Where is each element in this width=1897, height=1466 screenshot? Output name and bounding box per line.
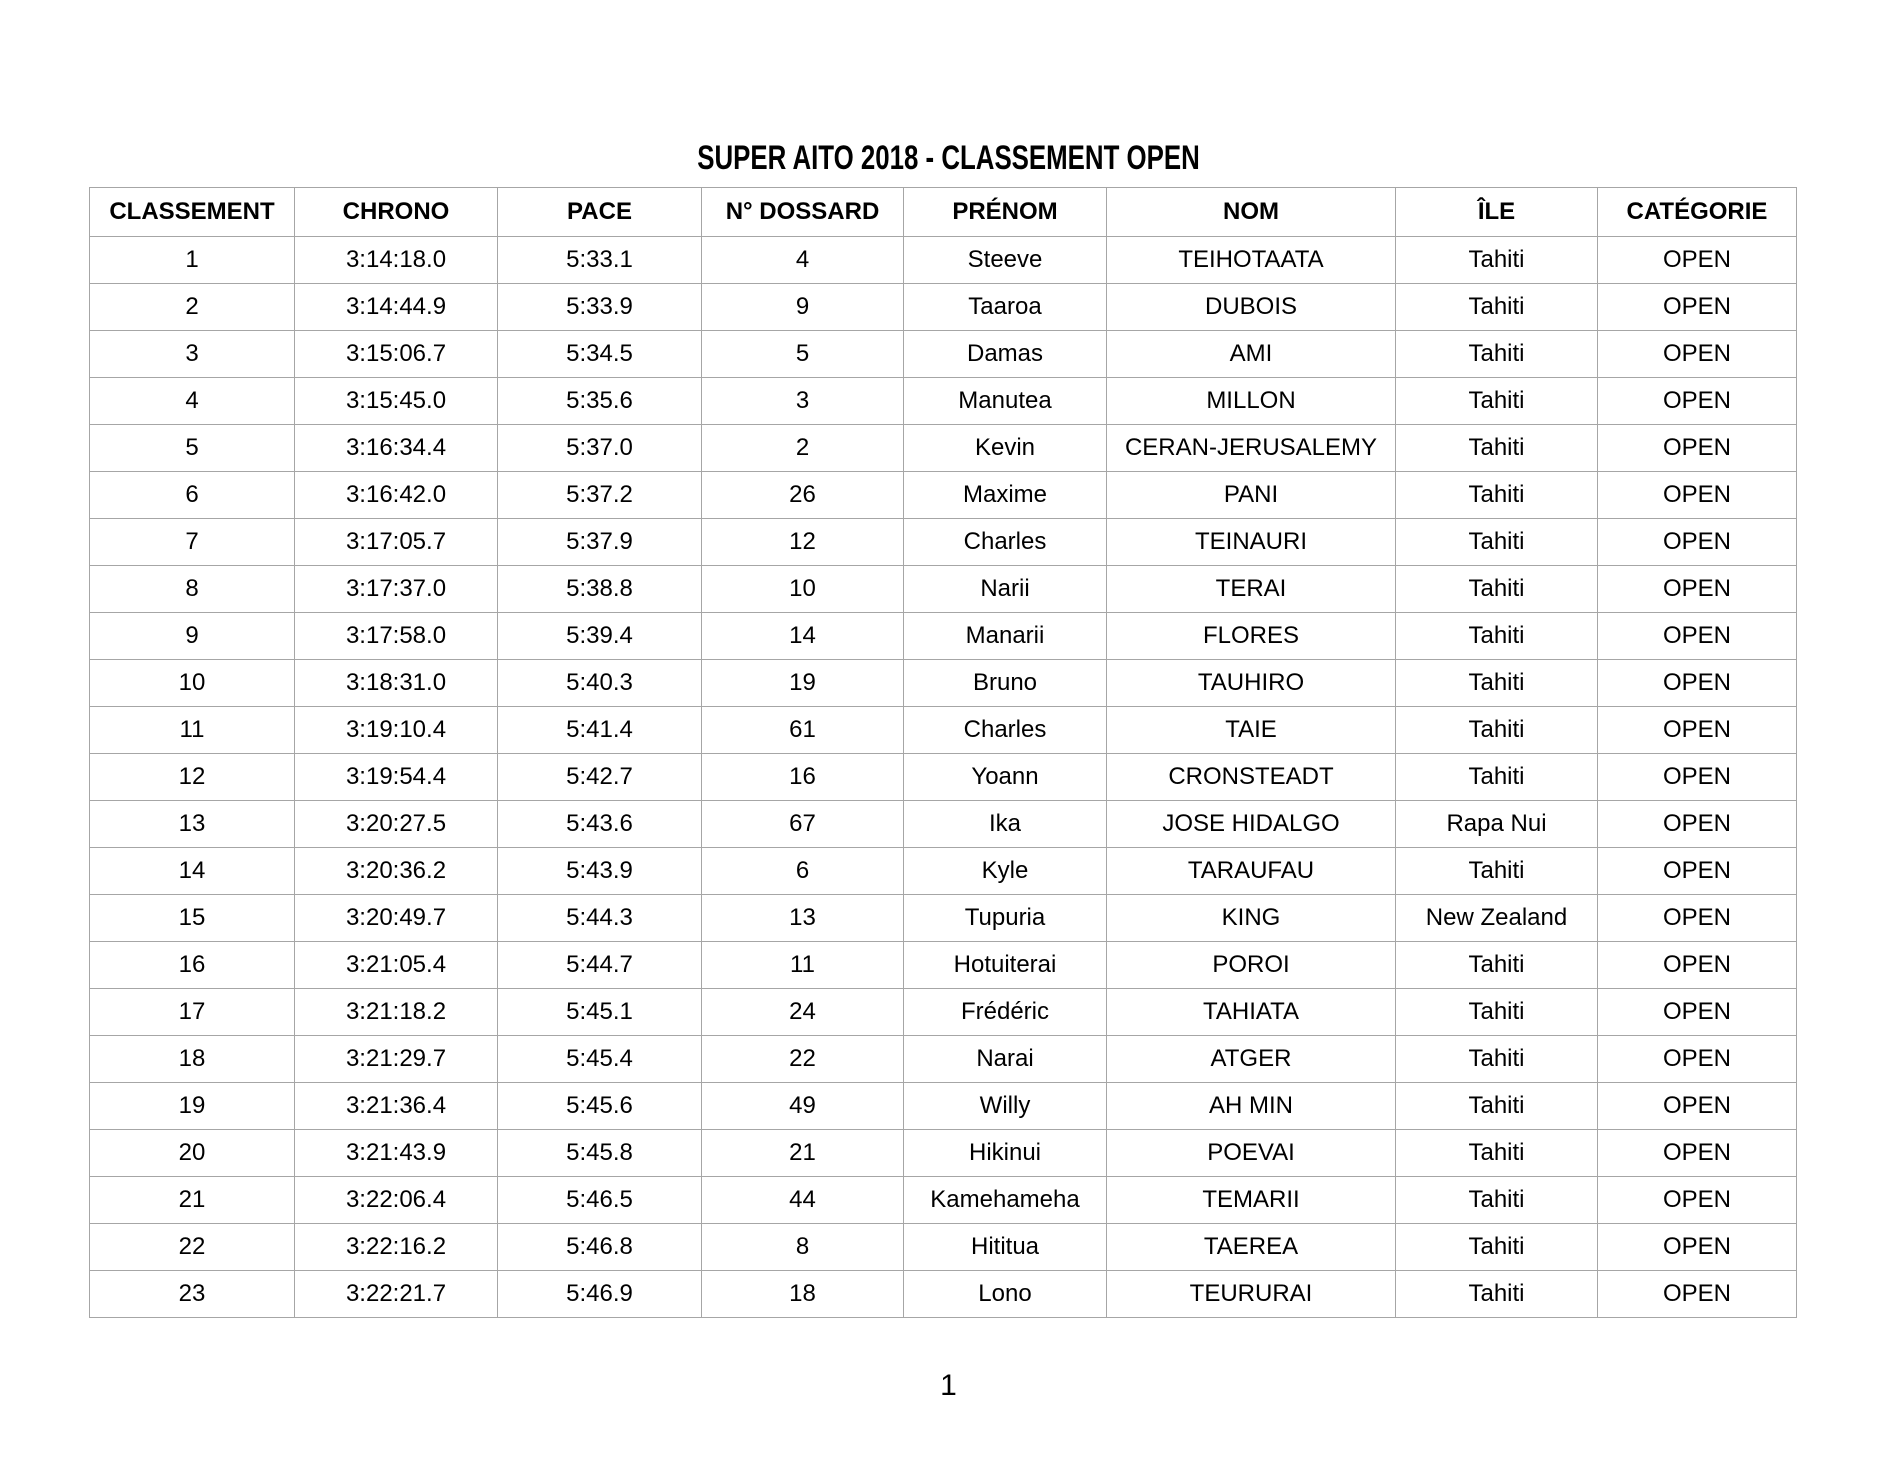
cell-categorie: OPEN bbox=[1598, 754, 1797, 801]
cell-ile: Tahiti bbox=[1396, 1036, 1598, 1083]
table-row bbox=[90, 942, 1797, 989]
cell-classement: 22 bbox=[90, 1224, 295, 1271]
cell-ile: Tahiti bbox=[1396, 1224, 1598, 1271]
header-cell-classement: CLASSEMENT bbox=[90, 188, 295, 237]
cell-nom: KING bbox=[1107, 895, 1396, 942]
cell-prenom: Narii bbox=[904, 566, 1107, 613]
cell-prenom: Charles bbox=[904, 707, 1107, 754]
cell-categorie: OPEN bbox=[1598, 848, 1797, 895]
cell-pace: 5:37.9 bbox=[498, 519, 702, 566]
page-title: SUPER AITO 2018 - CLASSEMENT OPEN bbox=[697, 139, 1200, 177]
cell-nom: CERAN-JERUSALEMY bbox=[1107, 425, 1396, 472]
cell-nom: MILLON bbox=[1107, 378, 1396, 425]
cell-classement: 18 bbox=[90, 1036, 295, 1083]
cell-prenom: Frédéric bbox=[904, 989, 1107, 1036]
cell-pace: 5:46.5 bbox=[498, 1177, 702, 1224]
cell-categorie: OPEN bbox=[1598, 284, 1797, 331]
header-cell-ile: ÎLE bbox=[1396, 188, 1598, 237]
cell-chrono: 3:22:21.7 bbox=[295, 1271, 498, 1318]
cell-chrono: 3:19:10.4 bbox=[295, 707, 498, 754]
cell-chrono: 3:17:37.0 bbox=[295, 566, 498, 613]
cell-chrono: 3:19:54.4 bbox=[295, 754, 498, 801]
cell-prenom: Ika bbox=[904, 801, 1107, 848]
cell-pace: 5:37.0 bbox=[498, 425, 702, 472]
cell-nom: TERAI bbox=[1107, 566, 1396, 613]
cell-pace: 5:45.4 bbox=[498, 1036, 702, 1083]
cell-ile: Tahiti bbox=[1396, 237, 1598, 284]
cell-pace: 5:44.3 bbox=[498, 895, 702, 942]
cell-dossard: 12 bbox=[702, 519, 904, 566]
cell-prenom: Lono bbox=[904, 1271, 1107, 1318]
cell-classement: 12 bbox=[90, 754, 295, 801]
cell-categorie: OPEN bbox=[1598, 989, 1797, 1036]
header-row bbox=[90, 188, 1797, 237]
cell-prenom: Kyle bbox=[904, 848, 1107, 895]
cell-nom: TEINAURI bbox=[1107, 519, 1396, 566]
cell-pace: 5:43.6 bbox=[498, 801, 702, 848]
cell-dossard: 4 bbox=[702, 237, 904, 284]
cell-chrono: 3:21:36.4 bbox=[295, 1083, 498, 1130]
cell-prenom: Steeve bbox=[904, 237, 1107, 284]
cell-categorie: OPEN bbox=[1598, 1177, 1797, 1224]
cell-classement: 3 bbox=[90, 331, 295, 378]
cell-dossard: 13 bbox=[702, 895, 904, 942]
cell-ile: Tahiti bbox=[1396, 848, 1598, 895]
cell-prenom: Manarii bbox=[904, 613, 1107, 660]
cell-pace: 5:41.4 bbox=[498, 707, 702, 754]
cell-nom: TAUHIRO bbox=[1107, 660, 1396, 707]
table-row bbox=[90, 425, 1797, 472]
cell-prenom: Kevin bbox=[904, 425, 1107, 472]
cell-classement: 5 bbox=[90, 425, 295, 472]
cell-chrono: 3:22:06.4 bbox=[295, 1177, 498, 1224]
cell-nom: CRONSTEADT bbox=[1107, 754, 1396, 801]
cell-classement: 6 bbox=[90, 472, 295, 519]
cell-classement: 7 bbox=[90, 519, 295, 566]
cell-dossard: 19 bbox=[702, 660, 904, 707]
cell-dossard: 11 bbox=[702, 942, 904, 989]
cell-classement: 19 bbox=[90, 1083, 295, 1130]
cell-chrono: 3:21:43.9 bbox=[295, 1130, 498, 1177]
cell-nom: TAIE bbox=[1107, 707, 1396, 754]
cell-ile: Tahiti bbox=[1396, 331, 1598, 378]
cell-nom: TEIHOTAATA bbox=[1107, 237, 1396, 284]
cell-categorie: OPEN bbox=[1598, 942, 1797, 989]
cell-classement: 17 bbox=[90, 989, 295, 1036]
cell-classement: 2 bbox=[90, 284, 295, 331]
table-row bbox=[90, 1036, 1797, 1083]
cell-nom: TAHIATA bbox=[1107, 989, 1396, 1036]
cell-pace: 5:45.1 bbox=[498, 989, 702, 1036]
cell-dossard: 21 bbox=[702, 1130, 904, 1177]
cell-dossard: 9 bbox=[702, 284, 904, 331]
table-row bbox=[90, 519, 1797, 566]
cell-nom: TAEREA bbox=[1107, 1224, 1396, 1271]
cell-prenom: Tupuria bbox=[904, 895, 1107, 942]
cell-nom: FLORES bbox=[1107, 613, 1396, 660]
cell-prenom: Taaroa bbox=[904, 284, 1107, 331]
cell-dossard: 14 bbox=[702, 613, 904, 660]
cell-pace: 5:43.9 bbox=[498, 848, 702, 895]
header-cell-dossard: N° DOSSARD bbox=[702, 188, 904, 237]
cell-pace: 5:33.9 bbox=[498, 284, 702, 331]
cell-pace: 5:34.5 bbox=[498, 331, 702, 378]
results-table bbox=[89, 187, 1797, 1318]
cell-categorie: OPEN bbox=[1598, 237, 1797, 284]
cell-prenom: Damas bbox=[904, 331, 1107, 378]
cell-prenom: Yoann bbox=[904, 754, 1107, 801]
cell-chrono: 3:20:27.5 bbox=[295, 801, 498, 848]
table-row bbox=[90, 331, 1797, 378]
results-table-body bbox=[90, 237, 1797, 1318]
cell-dossard: 16 bbox=[702, 754, 904, 801]
cell-pace: 5:39.4 bbox=[498, 613, 702, 660]
cell-classement: 10 bbox=[90, 660, 295, 707]
cell-ile: Tahiti bbox=[1396, 425, 1598, 472]
table-row bbox=[90, 895, 1797, 942]
cell-chrono: 3:17:58.0 bbox=[295, 613, 498, 660]
cell-categorie: OPEN bbox=[1598, 1083, 1797, 1130]
header-cell-chrono: CHRONO bbox=[295, 188, 498, 237]
table-row bbox=[90, 472, 1797, 519]
cell-classement: 14 bbox=[90, 848, 295, 895]
cell-chrono: 3:16:34.4 bbox=[295, 425, 498, 472]
cell-chrono: 3:18:31.0 bbox=[295, 660, 498, 707]
table-row bbox=[90, 660, 1797, 707]
cell-ile: Tahiti bbox=[1396, 519, 1598, 566]
table-row bbox=[90, 566, 1797, 613]
cell-dossard: 18 bbox=[702, 1271, 904, 1318]
cell-dossard: 26 bbox=[702, 472, 904, 519]
table-row bbox=[90, 378, 1797, 425]
table-row bbox=[90, 1177, 1797, 1224]
header-cell-prenom: PRÉNOM bbox=[904, 188, 1107, 237]
cell-classement: 23 bbox=[90, 1271, 295, 1318]
cell-ile: Tahiti bbox=[1396, 1130, 1598, 1177]
cell-chrono: 3:14:44.9 bbox=[295, 284, 498, 331]
table-row bbox=[90, 801, 1797, 848]
cell-ile: Tahiti bbox=[1396, 1083, 1598, 1130]
table-row bbox=[90, 1271, 1797, 1318]
cell-pace: 5:46.9 bbox=[498, 1271, 702, 1318]
header-cell-categorie: CATÉGORIE bbox=[1598, 188, 1797, 237]
cell-ile: Tahiti bbox=[1396, 1177, 1598, 1224]
cell-classement: 13 bbox=[90, 801, 295, 848]
cell-nom: TEURURAI bbox=[1107, 1271, 1396, 1318]
cell-categorie: OPEN bbox=[1598, 566, 1797, 613]
cell-prenom: Bruno bbox=[904, 660, 1107, 707]
cell-categorie: OPEN bbox=[1598, 1224, 1797, 1271]
cell-dossard: 3 bbox=[702, 378, 904, 425]
cell-dossard: 8 bbox=[702, 1224, 904, 1271]
table-row bbox=[90, 1224, 1797, 1271]
cell-chrono: 3:14:18.0 bbox=[295, 237, 498, 284]
cell-categorie: OPEN bbox=[1598, 472, 1797, 519]
cell-categorie: OPEN bbox=[1598, 895, 1797, 942]
cell-pace: 5:37.2 bbox=[498, 472, 702, 519]
header-cell-nom: NOM bbox=[1107, 188, 1396, 237]
cell-ile: Tahiti bbox=[1396, 707, 1598, 754]
cell-chrono: 3:21:05.4 bbox=[295, 942, 498, 989]
cell-prenom: Manutea bbox=[904, 378, 1107, 425]
cell-nom: AMI bbox=[1107, 331, 1396, 378]
table-row bbox=[90, 1083, 1797, 1130]
cell-categorie: OPEN bbox=[1598, 519, 1797, 566]
cell-pace: 5:33.1 bbox=[498, 237, 702, 284]
cell-dossard: 67 bbox=[702, 801, 904, 848]
cell-chrono: 3:21:29.7 bbox=[295, 1036, 498, 1083]
cell-nom: JOSE HIDALGO bbox=[1107, 801, 1396, 848]
cell-ile: Tahiti bbox=[1396, 566, 1598, 613]
header-cell-pace: PACE bbox=[498, 188, 702, 237]
cell-dossard: 44 bbox=[702, 1177, 904, 1224]
cell-nom: PANI bbox=[1107, 472, 1396, 519]
cell-prenom: Kamehameha bbox=[904, 1177, 1107, 1224]
table-row bbox=[90, 284, 1797, 331]
cell-classement: 9 bbox=[90, 613, 295, 660]
cell-dossard: 49 bbox=[702, 1083, 904, 1130]
table-row bbox=[90, 754, 1797, 801]
cell-chrono: 3:20:49.7 bbox=[295, 895, 498, 942]
cell-ile: Tahiti bbox=[1396, 660, 1598, 707]
cell-classement: 21 bbox=[90, 1177, 295, 1224]
cell-categorie: OPEN bbox=[1598, 660, 1797, 707]
cell-prenom: Charles bbox=[904, 519, 1107, 566]
cell-categorie: OPEN bbox=[1598, 801, 1797, 848]
cell-classement: 15 bbox=[90, 895, 295, 942]
cell-dossard: 6 bbox=[702, 848, 904, 895]
cell-ile: Tahiti bbox=[1396, 754, 1598, 801]
cell-categorie: OPEN bbox=[1598, 378, 1797, 425]
cell-prenom: Maxime bbox=[904, 472, 1107, 519]
cell-classement: 16 bbox=[90, 942, 295, 989]
cell-pace: 5:42.7 bbox=[498, 754, 702, 801]
cell-pace: 5:38.8 bbox=[498, 566, 702, 613]
cell-classement: 4 bbox=[90, 378, 295, 425]
cell-ile: Tahiti bbox=[1396, 989, 1598, 1036]
table-row bbox=[90, 613, 1797, 660]
cell-dossard: 2 bbox=[702, 425, 904, 472]
cell-categorie: OPEN bbox=[1598, 1130, 1797, 1177]
cell-prenom: Hotuiterai bbox=[904, 942, 1107, 989]
cell-pace: 5:45.6 bbox=[498, 1083, 702, 1130]
cell-chrono: 3:15:45.0 bbox=[295, 378, 498, 425]
cell-prenom: Narai bbox=[904, 1036, 1107, 1083]
cell-prenom: Hititua bbox=[904, 1224, 1107, 1271]
cell-categorie: OPEN bbox=[1598, 1036, 1797, 1083]
cell-ile: Tahiti bbox=[1396, 613, 1598, 660]
cell-nom: AH MIN bbox=[1107, 1083, 1396, 1130]
cell-nom: DUBOIS bbox=[1107, 284, 1396, 331]
cell-chrono: 3:21:18.2 bbox=[295, 989, 498, 1036]
cell-dossard: 10 bbox=[702, 566, 904, 613]
cell-nom: TEMARII bbox=[1107, 1177, 1396, 1224]
cell-classement: 11 bbox=[90, 707, 295, 754]
cell-nom: POROI bbox=[1107, 942, 1396, 989]
cell-classement: 1 bbox=[90, 237, 295, 284]
cell-ile: Rapa Nui bbox=[1396, 801, 1598, 848]
cell-ile: New Zealand bbox=[1396, 895, 1598, 942]
cell-chrono: 3:15:06.7 bbox=[295, 331, 498, 378]
cell-dossard: 24 bbox=[702, 989, 904, 1036]
cell-dossard: 22 bbox=[702, 1036, 904, 1083]
cell-pace: 5:35.6 bbox=[498, 378, 702, 425]
table-row bbox=[90, 848, 1797, 895]
cell-chrono: 3:22:16.2 bbox=[295, 1224, 498, 1271]
cell-pace: 5:44.7 bbox=[498, 942, 702, 989]
cell-ile: Tahiti bbox=[1396, 942, 1598, 989]
table-row bbox=[90, 237, 1797, 284]
cell-ile: Tahiti bbox=[1396, 1271, 1598, 1318]
cell-nom: POEVAI bbox=[1107, 1130, 1396, 1177]
cell-categorie: OPEN bbox=[1598, 707, 1797, 754]
table-row bbox=[90, 1130, 1797, 1177]
cell-classement: 8 bbox=[90, 566, 295, 613]
cell-dossard: 5 bbox=[702, 331, 904, 378]
table-row bbox=[90, 989, 1797, 1036]
cell-ile: Tahiti bbox=[1396, 378, 1598, 425]
cell-chrono: 3:16:42.0 bbox=[295, 472, 498, 519]
cell-prenom: Willy bbox=[904, 1083, 1107, 1130]
cell-nom: TARAUFAU bbox=[1107, 848, 1396, 895]
cell-pace: 5:46.8 bbox=[498, 1224, 702, 1271]
cell-chrono: 3:17:05.7 bbox=[295, 519, 498, 566]
cell-ile: Tahiti bbox=[1396, 472, 1598, 519]
table-row bbox=[90, 707, 1797, 754]
cell-pace: 5:40.3 bbox=[498, 660, 702, 707]
cell-dossard: 61 bbox=[702, 707, 904, 754]
cell-prenom: Hikinui bbox=[904, 1130, 1107, 1177]
cell-chrono: 3:20:36.2 bbox=[295, 848, 498, 895]
cell-nom: ATGER bbox=[1107, 1036, 1396, 1083]
cell-categorie: OPEN bbox=[1598, 613, 1797, 660]
cell-categorie: OPEN bbox=[1598, 1271, 1797, 1318]
cell-pace: 5:45.8 bbox=[498, 1130, 702, 1177]
cell-ile: Tahiti bbox=[1396, 284, 1598, 331]
cell-categorie: OPEN bbox=[1598, 331, 1797, 378]
page-number: 1 bbox=[940, 1369, 957, 1402]
cell-classement: 20 bbox=[90, 1130, 295, 1177]
cell-categorie: OPEN bbox=[1598, 425, 1797, 472]
